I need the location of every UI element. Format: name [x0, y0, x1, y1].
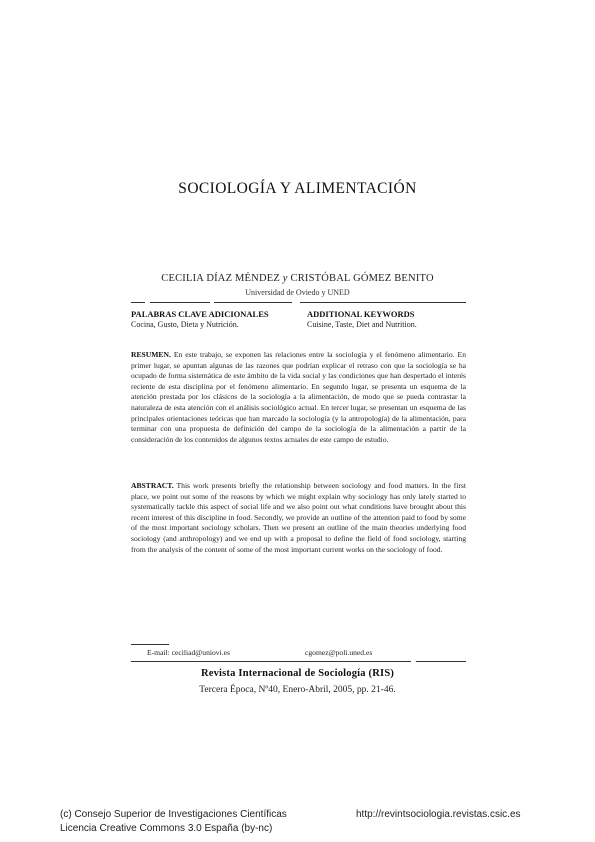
keywords-en-terms: Cuisine, Taste, Diet and Nutrition. [307, 320, 417, 329]
keywords-es-heading: PALABRAS CLAVE ADICIONALES [131, 309, 269, 319]
keywords-en-heading: ADDITIONAL KEYWORDS [307, 309, 415, 319]
author-line [0, 273, 595, 284]
footnote-rule [131, 644, 169, 645]
footer-license: Licencia Creative Commons 3.0 España (by-nc) [60, 823, 273, 834]
keyword-rule-left-c [214, 302, 292, 303]
resumen-label: RESUMEN. [131, 350, 171, 359]
keyword-rule-right [300, 302, 466, 303]
keyword-rule-left-b [150, 302, 210, 303]
email-author-1: ceciliad@uniovi.es [171, 648, 230, 657]
keyword-rule-left-a [131, 302, 145, 303]
abstract-label: ABSTRACT. [131, 481, 174, 490]
email-label: E-mail: [147, 648, 170, 657]
resumen-paragraph [131, 350, 466, 445]
journal-rule [131, 661, 411, 662]
footer-url[interactable]: http://revintsociologia.revistas.csic.es [356, 809, 521, 820]
article-title: SOCIOLOGÍA Y ALIMENTACIÓN [178, 180, 417, 197]
email-author-2: cgomez@poli.uned.es [305, 648, 373, 657]
author-2: CRISTÓBAL GÓMEZ BENITO [290, 273, 434, 284]
footer-copyright: (c) Consejo Superior de Investigaciones Científicas [60, 809, 287, 820]
resumen-text: En este trabajo, se exponen las relaciones entre la sociología y el fenómeno alimentario. En primer lugar, se apuntan algunas de las razones que podrían explicar el retraso con que la sociología se ha ocupado de forma sistemática de este ámbito de la vida social y las condiciones que han despertado el interés reciente de esta disciplina por el fenómeno alimentario. En segundo lugar, se presenta un esquema de la atención prestada por los clásicos de la sociología a la alimentación, de modo que se pueda contrastar la naturaleza de esta atención con el análisis sociológico actual. En tercer lugar, se presentan un esquema de las principales orientaciones teóricas que han marcado la sociología (y la antropología) de la alimentación, para terminar con una propuesta de definición del campo de la sociología de la alimentación a partir de la consideración de los contenidos de algunos textos actuales de este campo de estudio. [131, 350, 466, 444]
journal-name: Revista Internacional de Sociología (RIS) [200, 668, 395, 679]
journal-issue: Tercera Época, Nº40, Enero-Abril, 2005, pp. 21-46. [199, 685, 396, 695]
abstract-paragraph [131, 481, 466, 555]
journal-rule-end [416, 661, 466, 662]
keywords-es-terms: Cocina, Gusto, Dieta y Nutrición. [131, 320, 239, 329]
email-line [147, 648, 230, 657]
abstract-text: This work presents briefly the relationship between sociology and food matters. In the first place, we point out some of the reasons by which we might explain why sociology has only lately started to systematically tackle this aspect of social life and we also point out what conditions have brought about this recent interest of this discipline in food. Secondly, we provide an outline of the attention paid to food by some of the most important sociology scholars. Then we present an outline of the main theories underlying food sociology (and anthropology) and we end up with a proposal to define the field of food sociology, starting from the analysis of the content of some of the most important current works on the sociology of food. [131, 481, 466, 554]
author-1: CECILIA DÍAZ MÉNDEZ [161, 273, 280, 284]
author-connector: y [282, 273, 288, 284]
affiliation: Universidad de Oviedo y UNED [245, 288, 350, 297]
